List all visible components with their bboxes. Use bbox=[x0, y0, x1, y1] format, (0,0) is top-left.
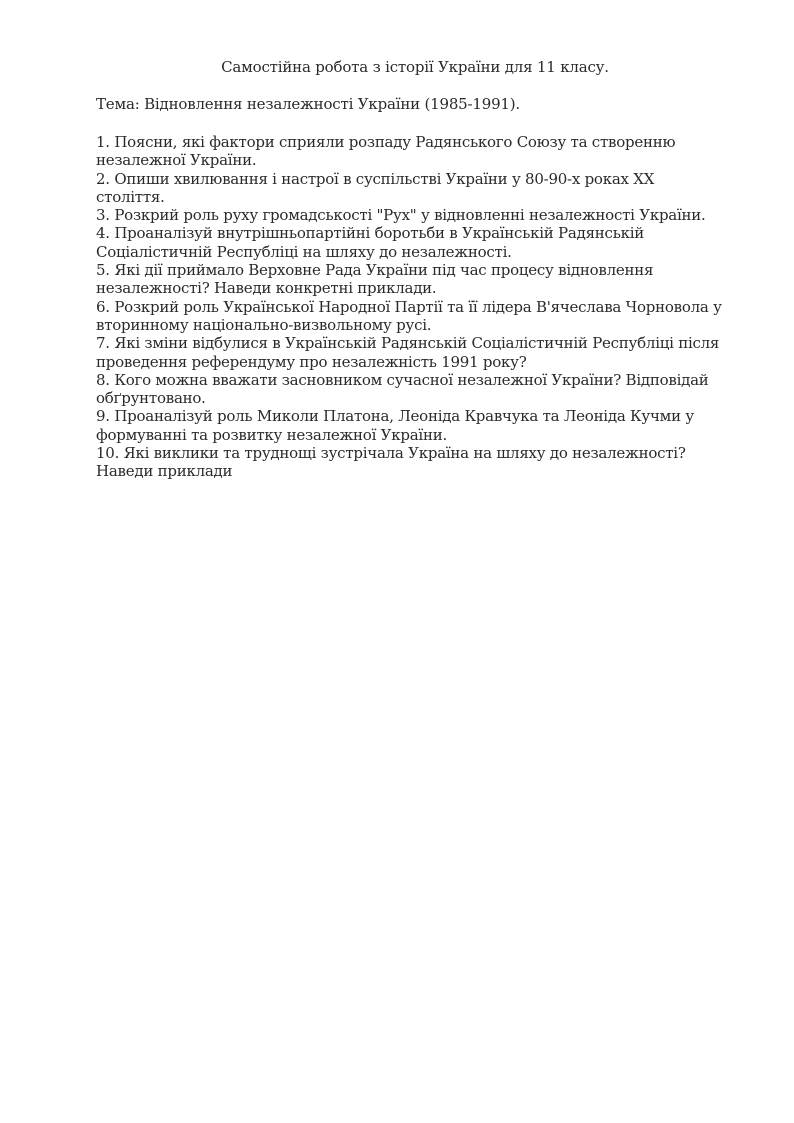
question-item: 5. Які дії приймало Верховне Рада України під час процесу відновлення незалежності? Наведи конкретні приклади. bbox=[96, 261, 654, 298]
question-item: 9. Проаналізуй роль Миколи Платона, Леоніда Кравчука та Леоніда Кучми у формуванні та розвитку незалежної України. bbox=[96, 407, 694, 444]
question-item: 3. Розкрий роль руху громадськості "Рух" у відновленні незалежності України. bbox=[96, 206, 706, 225]
document-topic: Тема: Відновлення незалежності України (1985-1991). bbox=[96, 95, 520, 113]
question-item: 4. Проаналізуй внутрішньопартійні боротьби в Українській Радянській Соціалістичній Республіці на шляху до незалежності. bbox=[96, 224, 645, 261]
question-item: 2. Опиши хвилювання і настрої в суспільстві України у 80-90-х роках ХХ століття. bbox=[96, 169, 655, 206]
question-item: 7. Які зміни відбулися в Українській Радянській Соціалістичній Республіці після проведення референдуму про незалежність 1991 року? bbox=[96, 334, 720, 371]
question-item: 8. Кого можна вважати засновником сучасної незалежної України? Відповідай обґрунтовано. bbox=[96, 370, 709, 408]
document-title: Самостійна робота з історії України для 11 класу. bbox=[221, 58, 609, 76]
question-item: 1. Поясни, які фактори сприяли розпаду Радянського Союзу та створенню незалежної України. bbox=[96, 133, 676, 170]
question-item: 10. Які виклики та труднощі зустрічала Україна на шляху до незалежності? Наведи приклади bbox=[96, 444, 686, 481]
questions-list bbox=[96, 133, 726, 481]
question-item: 6. Розкрий роль Української Народної Партії та її лідера В'ячеслава Чорновола у вторинному національно-визвольному русі. bbox=[96, 297, 722, 334]
